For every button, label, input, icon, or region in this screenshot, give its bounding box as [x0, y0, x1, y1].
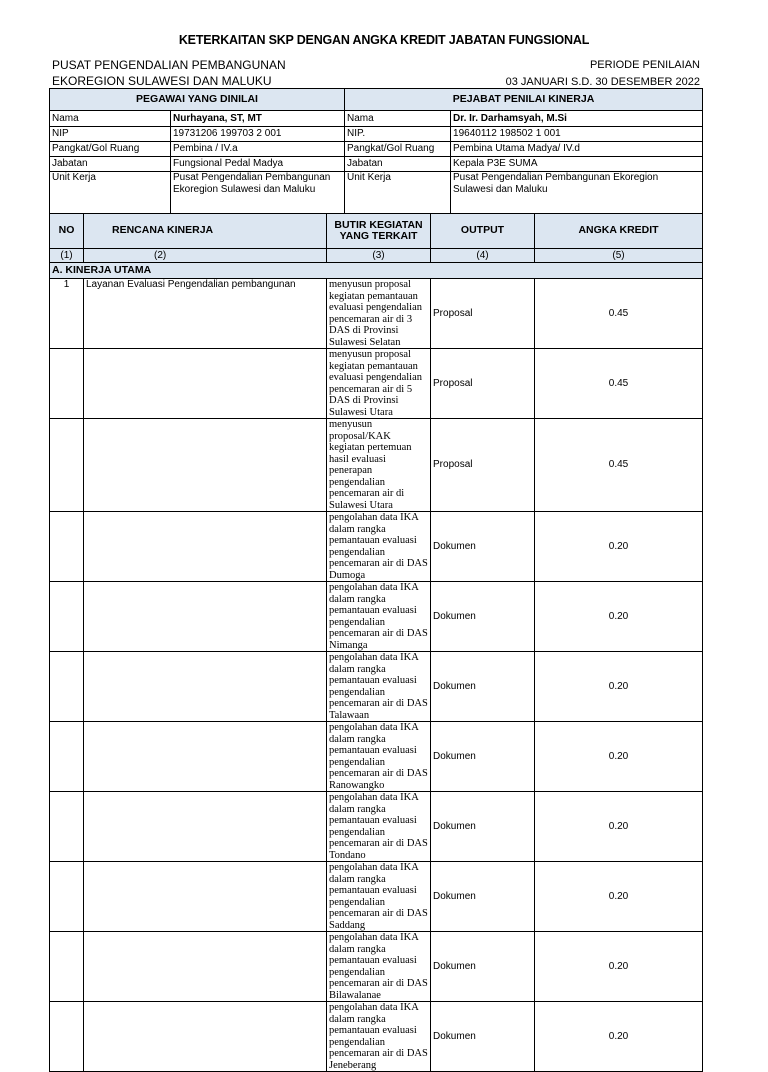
- col-index-3: (3): [327, 249, 431, 263]
- item-angka: 0.20: [535, 722, 703, 792]
- pejabat-unit-label: Unit Kerja: [345, 172, 451, 214]
- item-butir: pengolahan data IKA dalam rangka pemantauan evaluasi pengendalian pencemaran air di DAS Bilawalanae: [327, 932, 431, 1002]
- pejabat-unit: Pusat Pengendalian Pembangunan Ekoregion Sulawesi dan Maluku: [451, 172, 703, 214]
- col-angka-header: ANGKA KREDIT: [535, 214, 703, 249]
- item-output: Dokumen: [431, 652, 535, 722]
- item-angka: 0.20: [535, 512, 703, 582]
- item-no: 1: [50, 279, 84, 349]
- pegawai-pangkat-label: Pangkat/Gol Ruang: [50, 142, 171, 157]
- table-row: [50, 792, 703, 862]
- item-butir: menyusun proposal kegiatan pemantauan evaluasi pengendalian pencemaran air di 3 DAS di Provinsi Sulawesi Selatan: [327, 279, 431, 349]
- item-output: Proposal: [431, 279, 535, 349]
- document-title: KETERKAITAN SKP DENGAN ANGKA KREDIT JABATAN FUNGSIONAL: [178, 33, 590, 47]
- pejabat-pangkat-label: Pangkat/Gol Ruang: [345, 142, 451, 157]
- item-angka: 0.45: [535, 419, 703, 512]
- table-row: [50, 722, 703, 792]
- item-no: [50, 512, 84, 582]
- item-angka: 0.45: [535, 279, 703, 349]
- item-butir: pengolahan data IKA dalam rangka pemantauan evaluasi pengendalian pencemaran air di DAS Dumoga: [327, 512, 431, 582]
- pegawai-jabatan-label: Jabatan: [50, 157, 171, 172]
- col-index-1: (1): [50, 249, 84, 263]
- item-butir: pengolahan data IKA dalam rangka pemantauan evaluasi pengendalian pencemaran air di DAS Tondano: [327, 792, 431, 862]
- item-output: Dokumen: [431, 862, 535, 932]
- item-output: Dokumen: [431, 722, 535, 792]
- table-row: [50, 349, 703, 419]
- item-no: [50, 582, 84, 652]
- periode-label: PERIODE PENILAIAN: [589, 59, 700, 71]
- item-rencana: [84, 582, 327, 652]
- item-rencana: [84, 932, 327, 1002]
- item-rencana: [84, 722, 327, 792]
- item-output: Dokumen: [431, 582, 535, 652]
- table-row: [50, 582, 703, 652]
- pegawai-nip-label: NIP: [50, 127, 171, 142]
- item-butir: pengolahan data IKA dalam rangka pemantauan evaluasi pengendalian pencemaran air di DAS Saddang: [327, 862, 431, 932]
- item-no: [50, 1002, 84, 1072]
- item-output: Proposal: [431, 349, 535, 419]
- org-line-1: PUSAT PENGENDALIAN PEMBANGUNAN: [52, 58, 286, 72]
- col-butir-header: BUTIR KEGIATAN YANG TERKAIT: [327, 214, 431, 249]
- item-rencana: Layanan Evaluasi Pengendalian pembangunan: [84, 279, 327, 349]
- table-row: [50, 419, 703, 512]
- table-row: [50, 862, 703, 932]
- col-index-2: (2): [84, 249, 327, 263]
- pejabat-header: PEJABAT PENILAI KINERJA: [345, 89, 703, 111]
- section-a-title: A. KINERJA UTAMA: [50, 263, 703, 279]
- pejabat-nip-label: NIP.: [345, 127, 451, 142]
- item-no: [50, 932, 84, 1002]
- item-butir: pengolahan data IKA dalam rangka pemantauan evaluasi pengendalian pencemaran air di DAS Talawaan: [327, 652, 431, 722]
- item-no: [50, 419, 84, 512]
- item-output: Dokumen: [431, 792, 535, 862]
- pegawai-unit-label: Unit Kerja: [50, 172, 171, 214]
- item-angka: 0.20: [535, 792, 703, 862]
- item-butir: pengolahan data IKA dalam rangka pemantauan evaluasi pengendalian pencemaran air di DAS Nimanga: [327, 582, 431, 652]
- item-butir: pengolahan data IKA dalam rangka pemantauan evaluasi pengendalian pencemaran air di DAS Ranowangko: [327, 722, 431, 792]
- pegawai-nama: Nurhayana, ST, MT: [171, 111, 345, 127]
- pegawai-nip: 19731206 199703 2 001: [171, 127, 345, 142]
- pejabat-jabatan-label: Jabatan: [345, 157, 451, 172]
- pegawai-nama-label: Nama: [50, 111, 171, 127]
- item-no: [50, 722, 84, 792]
- pejabat-nama-label: Nama: [345, 111, 451, 127]
- item-output: Dokumen: [431, 512, 535, 582]
- item-no: [50, 862, 84, 932]
- table-row: [50, 1002, 703, 1072]
- pegawai-unit: Pusat Pengendalian Pembangunan Ekoregion Sulawesi dan Maluku: [171, 172, 345, 214]
- item-output: Dokumen: [431, 932, 535, 1002]
- item-butir: menyusun proposal/KAK kegiatan pertemuan hasil evaluasi penerapan pengendalian pencemaran air di Sulawesi Utara: [327, 419, 431, 512]
- item-angka: 0.45: [535, 349, 703, 419]
- table-row: [50, 652, 703, 722]
- pejabat-nama: Dr. Ir. Darhamsyah, M.Si: [451, 111, 703, 127]
- item-rencana: [84, 349, 327, 419]
- org-line-2: EKOREGION SULAWESI DAN MALUKU: [52, 74, 272, 88]
- item-angka: 0.20: [535, 652, 703, 722]
- item-angka: 0.20: [535, 582, 703, 652]
- col-rencana-header: RENCANA KINERJA: [84, 214, 327, 249]
- table-row: [50, 279, 703, 349]
- item-angka: 0.20: [535, 932, 703, 1002]
- col-output-header: OUTPUT: [431, 214, 535, 249]
- item-angka: 0.20: [535, 1002, 703, 1072]
- pejabat-jabatan: Kepala P3E SUMA: [451, 157, 703, 172]
- item-rencana: [84, 1002, 327, 1072]
- pejabat-nip: 19640112 198502 1 001: [451, 127, 703, 142]
- item-output: Proposal: [431, 419, 535, 512]
- col-no-header: NO: [50, 214, 84, 249]
- table-row: [50, 932, 703, 1002]
- item-rencana: [84, 792, 327, 862]
- pegawai-header: PEGAWAI YANG DINILAI: [50, 89, 345, 111]
- item-no: [50, 792, 84, 862]
- item-rencana: [84, 862, 327, 932]
- item-rencana: [84, 512, 327, 582]
- periode-value: 03 JANUARI S.D. 30 DESEMBER 2022: [505, 76, 700, 88]
- item-butir: pengolahan data IKA dalam rangka pemantauan evaluasi pengendalian pencemaran air di DAS Jeneberang: [327, 1002, 431, 1072]
- item-rencana: [84, 652, 327, 722]
- item-angka: 0.20: [535, 862, 703, 932]
- pegawai-jabatan: Fungsional Pedal Madya: [171, 157, 345, 172]
- col-index-5: (5): [535, 249, 703, 263]
- skp-table: [49, 88, 703, 1072]
- item-no: [50, 349, 84, 419]
- item-output: Dokumen: [431, 1002, 535, 1072]
- col-index-4: (4): [431, 249, 535, 263]
- pejabat-pangkat: Pembina Utama Madya/ IV.d: [451, 142, 703, 157]
- table-row: [50, 512, 703, 582]
- item-rencana: [84, 419, 327, 512]
- item-butir: menyusun proposal kegiatan pemantauan evaluasi pengendalian pencemaran air di 5 DAS di Provinsi Sulawesi Utara: [327, 349, 431, 419]
- pegawai-pangkat: Pembina / IV.a: [171, 142, 345, 157]
- item-no: [50, 652, 84, 722]
